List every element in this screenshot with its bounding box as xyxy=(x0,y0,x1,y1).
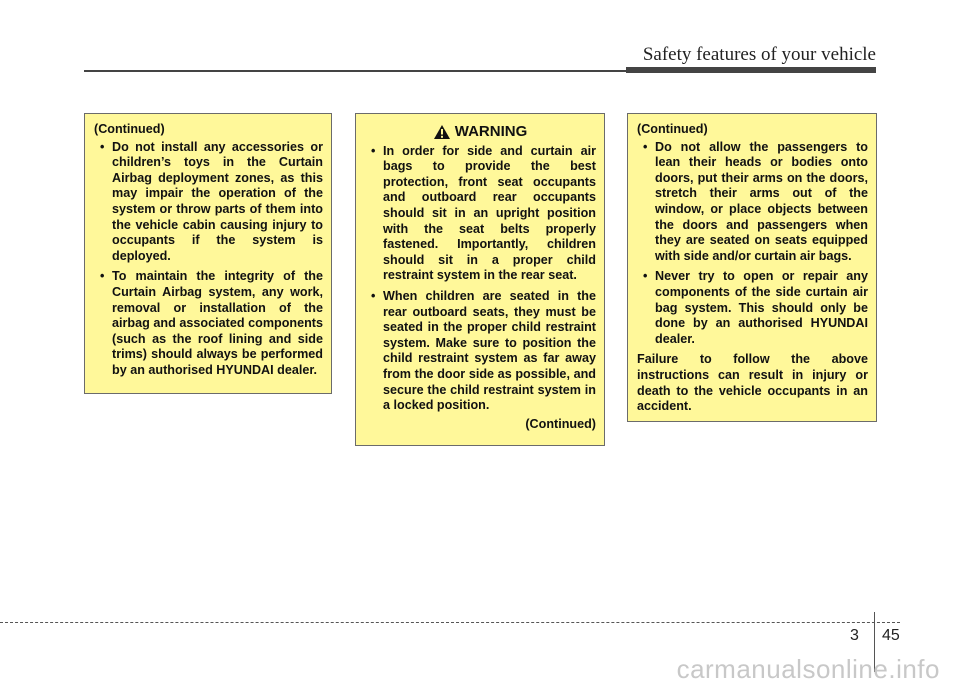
left-continued-box xyxy=(84,113,332,394)
warning-triangle-icon xyxy=(434,125,450,139)
footer-rule xyxy=(0,622,900,623)
continued-label: (Continued) xyxy=(525,416,596,431)
page-number: 45 xyxy=(882,627,900,644)
continued-label: (Continued) xyxy=(637,122,708,136)
bullet-list xyxy=(637,140,868,348)
bullet-item: • To maintain the integrity of the Curtain Airbag system, any work, removal or installation of the airbag and associated components (such as the roof lining and side trims) should always be performed by an authorised HYUNDAI dealer. xyxy=(94,269,323,378)
continued-label: (Continued) xyxy=(94,122,165,136)
bullet-item: • Do not install any accessories or children’s toys in the Curtain Airbag deployment zones, as this may impair the operation of the system or throw parts of them into the vehicle cabin causing injury to occupants if the system is deployed. xyxy=(94,140,323,265)
bullet-list xyxy=(365,144,596,414)
bullet-item: • When children are seated in the rear outboard seats, they must be seated in the proper child restraint system. Make sure to position the child restraint system as far away from the door side as possible, and secure the child restraint system in a locked position. xyxy=(365,289,596,414)
warning-header xyxy=(365,124,596,140)
warning-box xyxy=(355,113,605,446)
page-header-title: Safety features of your vehicle xyxy=(642,44,876,65)
header-rule-thick xyxy=(626,67,876,73)
warning-title: WARNING xyxy=(454,123,528,140)
bullet-list xyxy=(94,140,323,379)
chapter-number: 3 xyxy=(850,627,859,644)
closing-paragraph: Failure to follow the above instructions can result in injury or death to the vehicle occupants in an accident. xyxy=(637,352,868,414)
watermark: carmanualsonline.info xyxy=(676,654,940,684)
right-continued-box xyxy=(627,113,877,422)
bullet-item: • In order for side and curtain air bags to provide the best protection, front seat occupants and outboard rear occupants should sit in an upright position with the seat belts properly fastened. Importantly, children should sit in a proper child restraint system in the rear seat. xyxy=(365,144,596,284)
bullet-item: • Never try to open or repair any components of the side curtain air bag system. This should only be done by an authorised HYUNDAI dealer. xyxy=(637,269,868,347)
bullet-item: • Do not allow the passengers to lean their heads or bodies onto doors, put their arms on the doors, stretch their arms out of the window, or place objects between the doors and passengers when they are seated on seats equipped with side and/or curtain air bags. xyxy=(637,140,868,265)
